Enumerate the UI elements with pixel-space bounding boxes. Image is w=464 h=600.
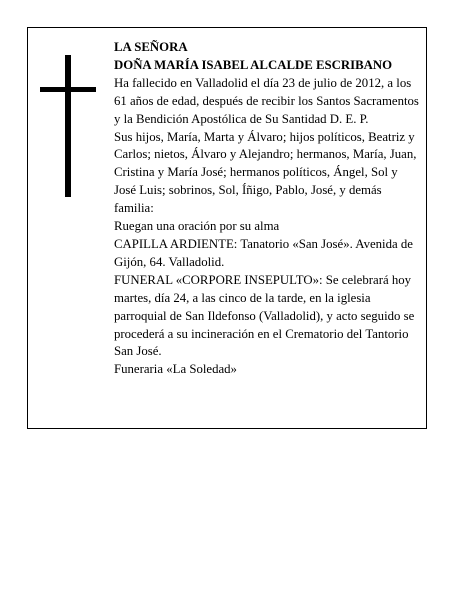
family-list: Sus hijos, María, Marta y Álvaro; hijos políticos, Beatriz y Carlos; nietos, Álvaro y Alejandro; hermanos, María, Juan, Cristina y María José; hermanos políticos, Ángel, Sol y José Luis; sobrinos, Sol, Íñigo, Pablo, José, y demás familia: <box>114 129 417 216</box>
chapel-info: CAPILLA ARDIENTE: Tanatorio «San José». Avenida de Gijón, 64. Valladolid. <box>114 236 413 269</box>
cross-vertical-bar <box>65 55 71 197</box>
death-info: Ha fallecido en Valladolid el día 23 de julio de 2012, a los 61 años de edad, después de recibir los Santos Sacramentos y la Bendición Apostólica de Su Santidad D. E. P. <box>114 75 419 126</box>
funeral-info: FUNERAL «CORPORE INSEPULTO»: Se celebrará hoy martes, día 24, a las cinco de la tarde, en la iglesia parroquial de San Ildefonso (Valladolid), y acto seguido se procederá a su incineración en el Crematorio del Tantorio San José. <box>114 272 415 359</box>
cross-horizontal-bar <box>40 87 96 92</box>
obituary-text <box>114 39 420 379</box>
latin-cross-icon <box>40 55 96 197</box>
notice-heading: LA SEÑORA <box>114 40 188 54</box>
prayer-request: Ruegan una oración por su alma <box>114 219 280 234</box>
funeral-home: Funeraria «La Soledad» <box>114 362 237 377</box>
deceased-name: DOÑA MARÍA ISABEL ALCALDE ESCRIBANO <box>114 57 393 72</box>
